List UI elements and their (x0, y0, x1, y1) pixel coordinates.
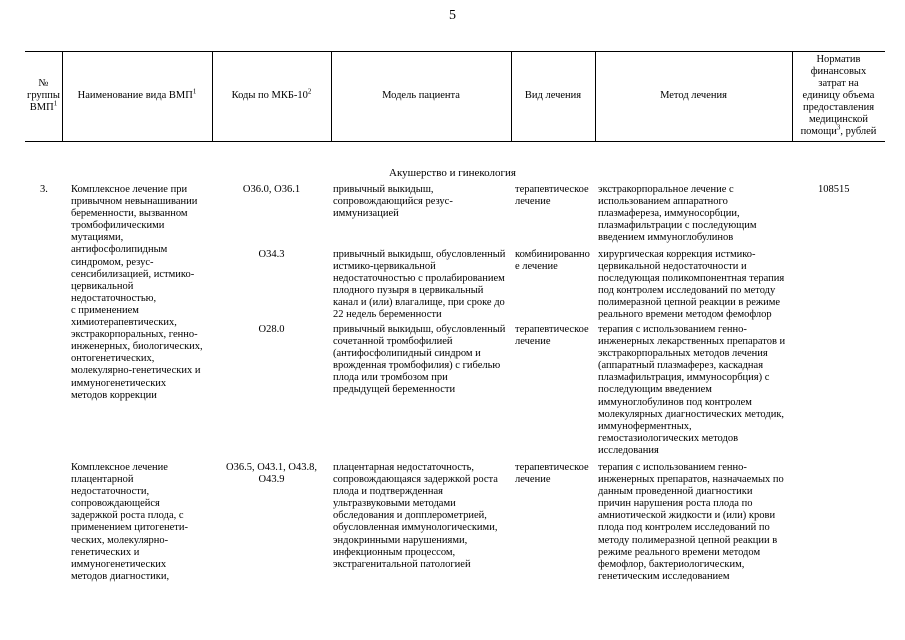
icd-codes: О36.0, О36.1 (242, 184, 301, 195)
cost-value: 108515 (818, 184, 850, 195)
treatment-type: терапевтическое лечение (515, 324, 589, 348)
header-bottom-rule (25, 141, 885, 142)
header-vmp-name: Наименование вида ВМП$^1$ (77, 87, 197, 101)
icd-codes: О36.5, О43.1, О43.8, О43.9 (226, 462, 317, 486)
treatment-method: экстракорпоральное лечение с использованием аппаратного плазмафереза, иммуносорбции, плазмафильтрации с последующим введением иммуноглобулинов (598, 184, 757, 244)
vmp-name: Комплексное лечение плацентарной недостаточности, сопровождающейся задержкой роста плода, с применением цитогенети- ческих, молекулярно- генетических и иммуногенетических методов диагностики, (71, 462, 188, 582)
header-icd-codes: Коды по МКБ-$10^2$ (231, 87, 312, 101)
header-treatment-method: Метод лечения (660, 90, 727, 101)
icd-codes: О34.3 (258, 249, 285, 260)
header-cost-standard: Норматив финансовых затрат на единицу объема предоставления медицинской помощи$^3$, рублей (800, 54, 877, 137)
icd-codes: О28.0 (258, 324, 285, 335)
patient-model: привычный выкидыш, сопровождающийся резус- иммунизацией (333, 184, 453, 220)
treatment-method: терапия с использованием генно- инженерных лекарственных препаратов и экстракорпоральных методов лечения (аппаратный плазмаферез, каскадная плазмафильтрация, иммуносорбция) с последующим введением иммуноглобулинов под контролем молекулярных диагностических методик, иммуноферментных, гемостазиологических методов исследования (598, 324, 786, 456)
vmp-name: Комплексное лечение при привычном невынашивании беременности, вызванном тромбофилическими мутациями, антифосфолипидным синдромом, резус- сенсибилизацией, истмико- цервикальной недостаточностью, с применением химиотерапевтических, экстракорпоральных, генно- инженерных, биологических, онтогенетических, молекулярно-генетических и иммуногенетических методов коррекции (71, 184, 203, 401)
header-patient-model: Модель пациента (382, 90, 460, 101)
header-treatment-type: Вид лечения (524, 90, 582, 101)
treatment-method: терапия с использованием генно- инженерных препаратов, назначаемых по данным проведенной диагностики причин нарушения роста плода по амниотической жидкости и (или) крови плода под контролем исследований по методу полимеразной цепной реакции в режиме реального времени методом фемофлор, бактериологическим, генетическим исследованием (598, 462, 784, 582)
treatment-type: терапевтическое лечение (515, 462, 589, 486)
group-number: 3. (40, 184, 48, 195)
patient-model: привычный выкидыш, обусловленный сочетанной тромбофилией (антифосфолипидный синдром и врожденная тромбофилия) с гибелью плода или тромбозом при предыдущей беременности (333, 324, 506, 396)
treatment-method: хирургическая коррекция истмико- цервикальной недостаточности и последующая поликомпонентная терапия под контролем исследований по методу полимеразной цепной реакции в режиме реального времени методом фемофлор (598, 249, 785, 321)
header-group-number: № группы ВМП$^1$ (27, 78, 60, 113)
treatment-type: комбинированно е лечение (515, 249, 590, 273)
page-number: 5 (449, 8, 456, 23)
patient-model: привычный выкидыш, обусловленный истмико-цервикальной недостаточностью с пролабированием плодного пузыря в цервикальный канал и (или) влагалище, при сроке до 22 недель беременности (333, 249, 506, 321)
treatment-type: терапевтическое лечение (515, 184, 589, 208)
patient-model: плацентарная недостаточность, сопровождающаяся задержкой роста плода и подтвержденная ультразвуковыми методами обследования и допплерометрией, обусловленная иммунологическими, эндокринными нарушениями, инфекционным процессом, экстрагенитальной патологией (333, 462, 498, 570)
section-title: Акушерство и гинекология (389, 167, 516, 179)
